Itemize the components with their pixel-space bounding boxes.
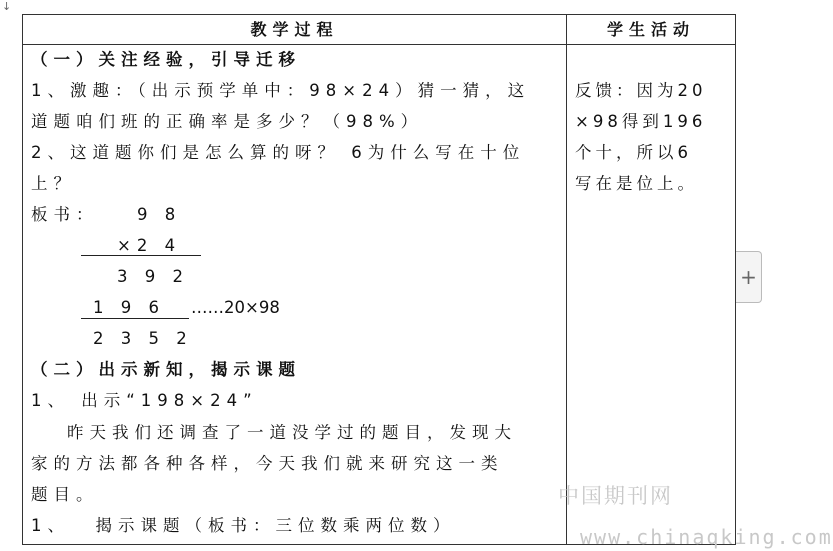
feedback-line-2: ×98得到196 xyxy=(575,112,707,131)
feedback-line-4: 写在是位上。 xyxy=(575,174,698,193)
add-row-button[interactable]: + xyxy=(736,251,762,303)
header-student-activity: 学生活动 xyxy=(606,20,695,39)
lesson-table xyxy=(22,14,736,545)
column-divider xyxy=(566,15,567,544)
header-teaching-process: 教学过程 xyxy=(250,20,339,39)
calc-row3: 3 9 2 xyxy=(117,267,189,286)
section2-title: （二）出示新知，揭示课题 xyxy=(31,360,301,379)
calc-row2: ×2 4 xyxy=(117,236,182,255)
feedback-line-3: 个十，所以6 xyxy=(575,143,692,162)
s2-item1: 1、 出示“198×24” xyxy=(31,391,258,410)
s2-para-line3: 题目。 xyxy=(31,485,99,504)
board-label: 板书： xyxy=(31,205,99,224)
feedback-line-1: 反馈：因为20 xyxy=(575,81,707,100)
watermark-cn: 中国期刊网 xyxy=(558,484,673,508)
calc-row4: 1 9 6 xyxy=(93,298,165,317)
calc-underline-1 xyxy=(81,255,201,256)
calc-row5: 2 3 5 2 xyxy=(93,329,193,348)
item2-line2: 上？ xyxy=(31,174,76,193)
item2-line1: 2、这道题你们是怎么算的呀？ 6为什么写在十位 xyxy=(31,143,526,162)
item1-line2: 道题咱们班的正确率是多少？（98%） xyxy=(31,112,424,131)
page-mark: ↓ xyxy=(2,0,12,13)
s2-para-line2: 家的方法都各种各样，今天我们就来研究这一类 xyxy=(31,454,504,473)
s2-para-line1: 昨天我们还调查了一道没学过的题目，发现大 xyxy=(67,423,517,442)
s2-item2: 1、 揭示课题（板书：三位数乘两位数） xyxy=(31,516,456,535)
calc-note: ……20×98 xyxy=(191,298,280,317)
item1-line1: 1、激趣：（出示预学单中：98×24）猜一猜，这 xyxy=(31,81,531,100)
calc-underline-2 xyxy=(81,318,189,319)
section1-title: （一）关注经验，引导迁移 xyxy=(31,50,301,69)
calc-row1: 9 8 xyxy=(137,205,182,224)
watermark-url: www.chinaqking.com xyxy=(580,525,833,549)
